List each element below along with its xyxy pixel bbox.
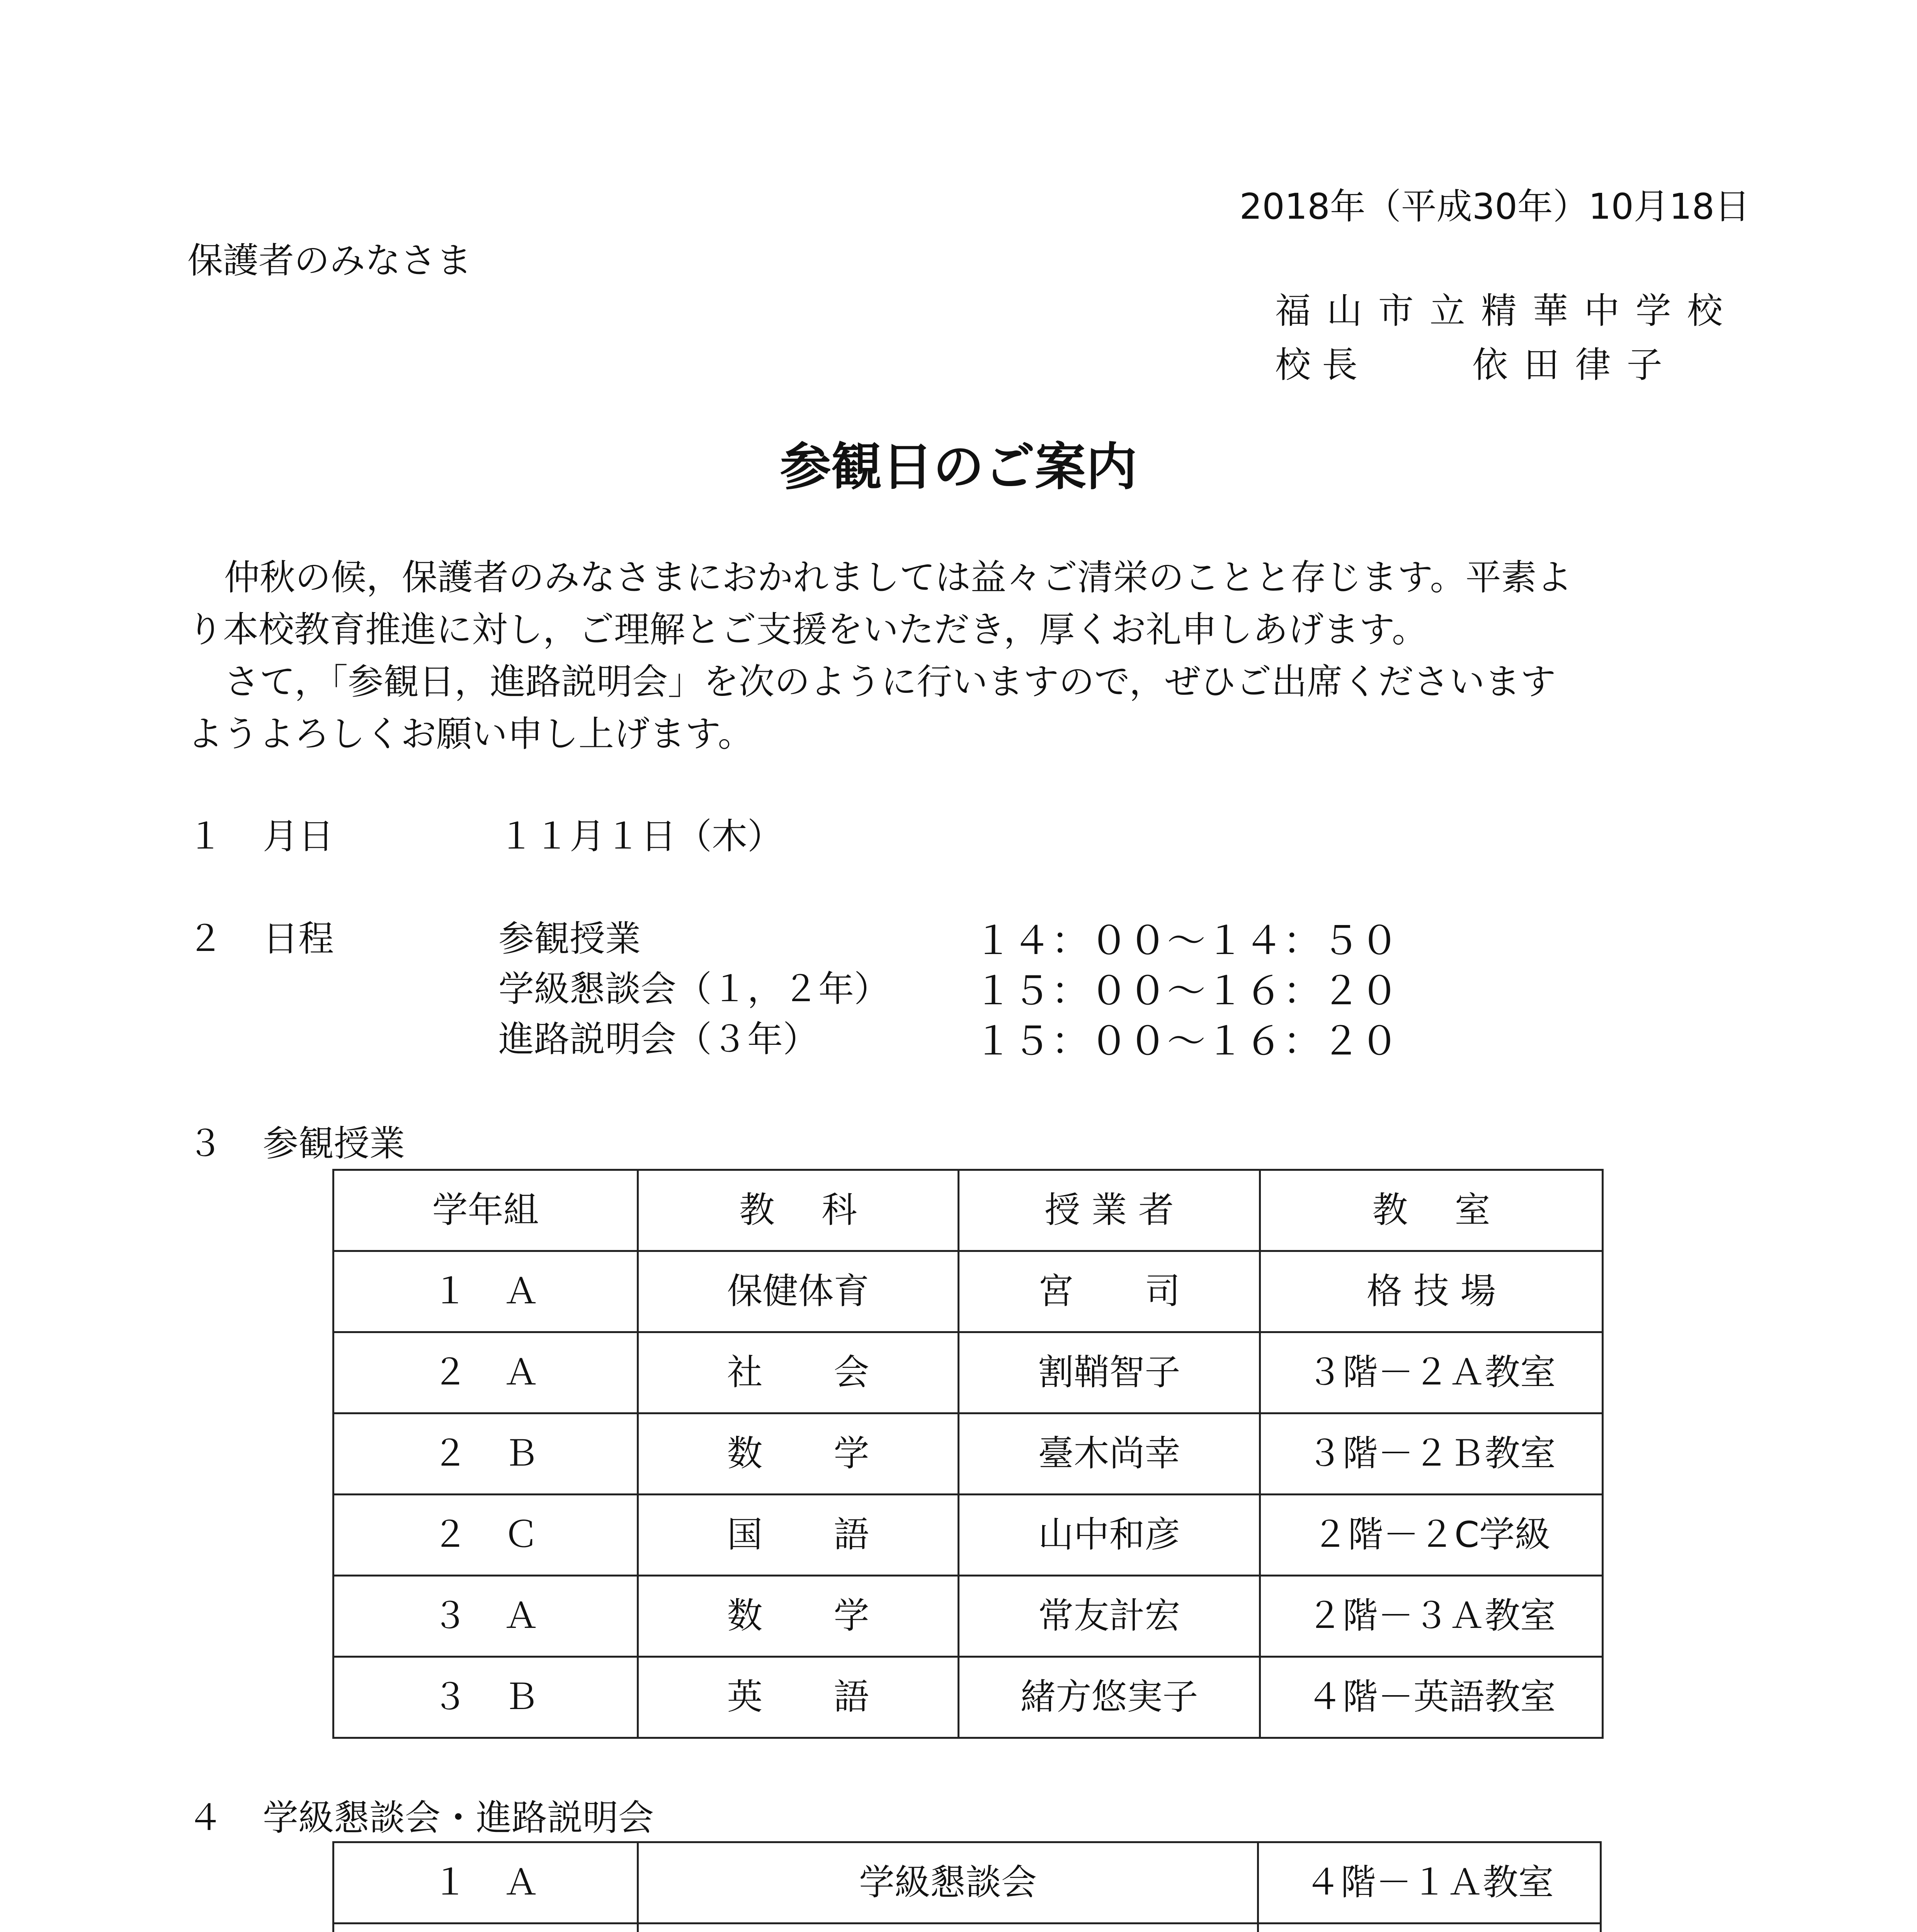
section2-number: ２ bbox=[187, 918, 223, 959]
table-row bbox=[333, 1413, 1603, 1495]
event-cell bbox=[638, 1923, 1258, 1932]
room-cell bbox=[1258, 1923, 1601, 1932]
section1-label: 月日 bbox=[263, 816, 334, 857]
table-row bbox=[333, 1576, 1603, 1657]
table-row bbox=[333, 1923, 1601, 1932]
room-cell: ３階－２Ａ教室 bbox=[1260, 1332, 1603, 1413]
subject-cell: 数 学 bbox=[638, 1576, 959, 1657]
intro-line-4: ようよろしくお願い申し上げます。 bbox=[187, 713, 754, 755]
schedule-item-time: １５：００〜１６：２０ bbox=[974, 1019, 1399, 1064]
room-cell: 格 技 場 bbox=[1260, 1251, 1603, 1332]
section4-number: ４ bbox=[187, 1797, 223, 1838]
section3-label: 参観授業 bbox=[263, 1123, 405, 1164]
section1-number: １ bbox=[187, 816, 223, 857]
schedule-item-name: 進路説明会（３年） bbox=[498, 1019, 819, 1060]
teacher-cell: 宮 司 bbox=[959, 1251, 1260, 1332]
recipient: 保護者のみなさま bbox=[187, 240, 472, 281]
principal-title: 校 長 bbox=[1275, 344, 1358, 386]
class-visit-table bbox=[332, 1169, 1604, 1739]
table-row bbox=[333, 1842, 1601, 1923]
schedule-item-name: 参観授業 bbox=[498, 918, 641, 959]
table-row bbox=[333, 1495, 1603, 1576]
table-row bbox=[333, 1332, 1603, 1413]
room-cell: ２階－２C学級 bbox=[1260, 1495, 1603, 1576]
subject-cell: 数 学 bbox=[638, 1413, 959, 1495]
section2-label: 日程 bbox=[263, 918, 334, 959]
schedule-item-name: 学級懇談会（１，２年） bbox=[498, 968, 890, 1010]
header-subject: 教 科 bbox=[638, 1170, 959, 1251]
subject-cell: 社 会 bbox=[638, 1332, 959, 1413]
room-cell: ４階－英語教室 bbox=[1260, 1657, 1603, 1738]
school-name: 福 山 市 立 精 華 中 学 校 bbox=[1275, 290, 1725, 332]
class-cell: ３ Ａ bbox=[333, 1576, 638, 1657]
room-cell: ２階－３Ａ教室 bbox=[1260, 1576, 1603, 1657]
section4-label: 学級懇談会・進路説明会 bbox=[263, 1797, 654, 1838]
section1-value: １１月１日（木） bbox=[498, 816, 783, 857]
teacher-cell: 常友計宏 bbox=[959, 1576, 1260, 1657]
intro-line-1: 仲秋の候，保護者のみなさまにおかれましては益々ご清栄のことと存じます。平素よ bbox=[224, 557, 1572, 598]
teacher-cell: 割鞘智子 bbox=[959, 1332, 1260, 1413]
class-cell bbox=[333, 1923, 638, 1932]
subject-cell: 国 語 bbox=[638, 1495, 959, 1576]
table-header-row bbox=[333, 1170, 1603, 1251]
intro-line-2: り本校教育推進に対し，ご理解とご支援をいただき，厚くお礼申しあげます。 bbox=[187, 609, 1427, 650]
schedule-item-time: １４：００〜１４：５０ bbox=[974, 918, 1399, 963]
class-cell: ２ Ｂ bbox=[333, 1413, 638, 1495]
class-cell: ２ Ｃ bbox=[333, 1495, 638, 1576]
class-cell: １ Ａ bbox=[333, 1842, 638, 1923]
class-cell: ３ Ｂ bbox=[333, 1657, 638, 1738]
teacher-cell: 臺木尚幸 bbox=[959, 1413, 1260, 1495]
schedule-item-time: １５：００〜１６：２０ bbox=[974, 968, 1399, 1014]
room-cell: ４階－１Ａ教室 bbox=[1258, 1842, 1601, 1923]
meeting-table bbox=[332, 1841, 1602, 1932]
document-title: 参観日のご案内 bbox=[780, 437, 1137, 497]
header-teacher: 授 業 者 bbox=[959, 1170, 1260, 1251]
class-cell: ２ Ａ bbox=[333, 1332, 638, 1413]
table-row bbox=[333, 1657, 1603, 1738]
table-row bbox=[333, 1251, 1603, 1332]
header-room: 教 室 bbox=[1260, 1170, 1603, 1251]
subject-cell: 英 語 bbox=[638, 1657, 959, 1738]
document-date: 2018年（平成30年）10月18日 bbox=[1239, 186, 1750, 227]
header-class: 学年組 bbox=[333, 1170, 638, 1251]
section3-number: ３ bbox=[187, 1123, 223, 1164]
class-cell: １ Ａ bbox=[333, 1251, 638, 1332]
principal-name: 依 田 律 子 bbox=[1472, 344, 1665, 386]
teacher-cell: 緒方悠実子 bbox=[959, 1657, 1260, 1738]
event-cell: 学級懇談会 bbox=[638, 1842, 1258, 1923]
teacher-cell: 山中和彦 bbox=[959, 1495, 1260, 1576]
room-cell: ３階－２Ｂ教室 bbox=[1260, 1413, 1603, 1495]
subject-cell: 保健体育 bbox=[638, 1251, 959, 1332]
intro-line-3: さて，「参観日，進路説明会」を次のように行いますので，ぜひご出席くださいます bbox=[224, 661, 1556, 702]
